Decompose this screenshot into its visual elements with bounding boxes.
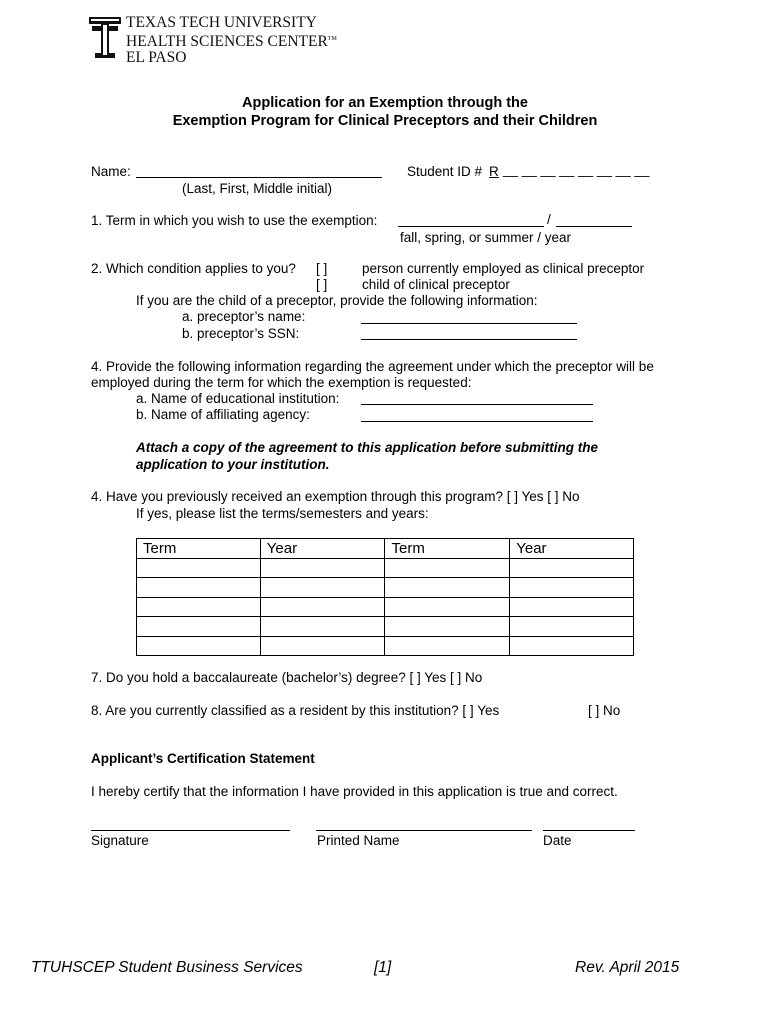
certification-heading: Applicant’s Certification Statement (91, 751, 315, 766)
table-cell[interactable] (137, 578, 261, 598)
table-header-row (137, 539, 634, 559)
logo-line-2: HEALTH SCIENCES CENTER™ (126, 33, 337, 51)
name-field[interactable] (136, 177, 382, 178)
table-cell[interactable] (137, 558, 261, 578)
q1-hint: fall, spring, or summer / year (400, 230, 572, 245)
table-header-year-2: Year (510, 539, 634, 559)
attach-note-line-1: Attach a copy of the agreement to this application before submitting the (136, 440, 599, 455)
attach-note-line-2: application to your institution. (136, 457, 330, 472)
q2-checkbox-child[interactable]: [ ] (316, 277, 328, 292)
double-t-emblem (89, 17, 121, 59)
q2-preceptor-name-label: a. preceptor’s name: (182, 309, 306, 324)
table-cell[interactable] (137, 617, 261, 637)
q8-no: [ ] No (588, 703, 621, 718)
table-cell[interactable] (385, 617, 510, 637)
q4-previous-sub: If yes, please list the terms/semesters and years: (136, 506, 429, 521)
table-header-term-2: Term (385, 539, 510, 559)
table-cell[interactable] (137, 636, 261, 656)
q4-previous-exemption: 4. Have you previously received an exemption through this program? [ ] Yes [ ] No (91, 489, 580, 504)
preceptor-name-field[interactable] (361, 323, 577, 324)
q4-agreement-line-1: 4. Provide the following information regarding the agreement under which the preceptor will be (91, 359, 654, 374)
table-row (137, 578, 634, 598)
date-field[interactable] (543, 830, 635, 831)
printed-name-field[interactable] (316, 830, 532, 831)
document-title (0, 94, 770, 130)
table-header-year-1: Year (260, 539, 385, 559)
table-row (137, 636, 634, 656)
q2-child-note: If you are the child of a preceptor, provide the following information: (136, 293, 538, 308)
title-line-2: Exemption Program for Clinical Preceptors and their Children (172, 113, 598, 129)
q1-year-field[interactable] (556, 226, 632, 227)
q4-agency-label: b. Name of affiliating agency: (136, 407, 310, 422)
date-label: Date (543, 833, 572, 848)
footer-page-number: [1] (374, 959, 392, 976)
certification-statement: I hereby certify that the information I have provided in this application is true and correct. (91, 784, 618, 799)
table-header-term-1: Term (137, 539, 261, 559)
q1-text: 1. Term in which you wish to use the exemption: (91, 213, 378, 228)
q4-institution-label: a. Name of educational institution: (136, 391, 340, 406)
table-cell[interactable] (510, 578, 634, 598)
table-cell[interactable] (260, 617, 385, 637)
signature-field[interactable] (91, 830, 290, 831)
table-cell[interactable] (260, 558, 385, 578)
student-id-prefix: R (489, 164, 499, 179)
table-cell[interactable] (385, 597, 510, 617)
table-cell[interactable] (510, 597, 634, 617)
terms-table (136, 538, 634, 656)
table-cell[interactable] (260, 636, 385, 656)
table-cell[interactable] (260, 597, 385, 617)
table-cell[interactable] (385, 636, 510, 656)
table-cell[interactable] (260, 578, 385, 598)
table-cell[interactable] (510, 558, 634, 578)
logo-line-3: EL PASO (126, 49, 187, 67)
student-id-field[interactable]: __ __ __ __ __ __ __ __ (503, 162, 650, 177)
q7-text: 7. Do you hold a baccalaureate (bachelor’s) degree? [ ] Yes [ ] No (91, 670, 483, 685)
table-row (137, 597, 634, 617)
name-label: Name: (91, 164, 131, 179)
footer-left: TTUHSCEP Student Business Services (31, 959, 303, 976)
footer-revision: Rev. April 2015 (575, 959, 680, 976)
table-row (137, 617, 634, 637)
signature-label: Signature (91, 833, 149, 848)
agency-field[interactable] (361, 421, 593, 422)
q8-text: 8. Are you currently classified as a resident by this institution? [ ] Yes (91, 703, 500, 718)
printed-name-label: Printed Name (317, 833, 400, 848)
logo-line-1: TEXAS TECH UNIVERSITY (126, 14, 317, 31)
name-hint: (Last, First, Middle initial) (182, 181, 333, 196)
institution-field[interactable] (361, 404, 593, 405)
q1-slash: / (547, 212, 551, 227)
q1-term-field[interactable] (398, 226, 544, 227)
table-cell[interactable] (510, 636, 634, 656)
preceptor-ssn-field[interactable] (361, 339, 577, 340)
q2-preceptor-ssn-label: b. preceptor’s SSN: (182, 326, 300, 341)
table-cell[interactable] (137, 597, 261, 617)
table-row (137, 558, 634, 578)
table-cell[interactable] (385, 578, 510, 598)
q2-checkbox-preceptor[interactable]: [ ] (316, 261, 328, 276)
title-line-1: Application for an Exemption through the (242, 95, 528, 111)
q2-text: 2. Which condition applies to you? (91, 261, 296, 276)
q2-option-child: child of clinical preceptor (362, 277, 510, 292)
table-cell[interactable] (385, 558, 510, 578)
q4-agreement-line-2: employed during the term for which the exemption is requested: (91, 375, 472, 390)
table-cell[interactable] (510, 617, 634, 637)
student-id-label: Student ID # (407, 164, 483, 179)
q2-option-preceptor: person currently employed as clinical preceptor (362, 261, 645, 276)
